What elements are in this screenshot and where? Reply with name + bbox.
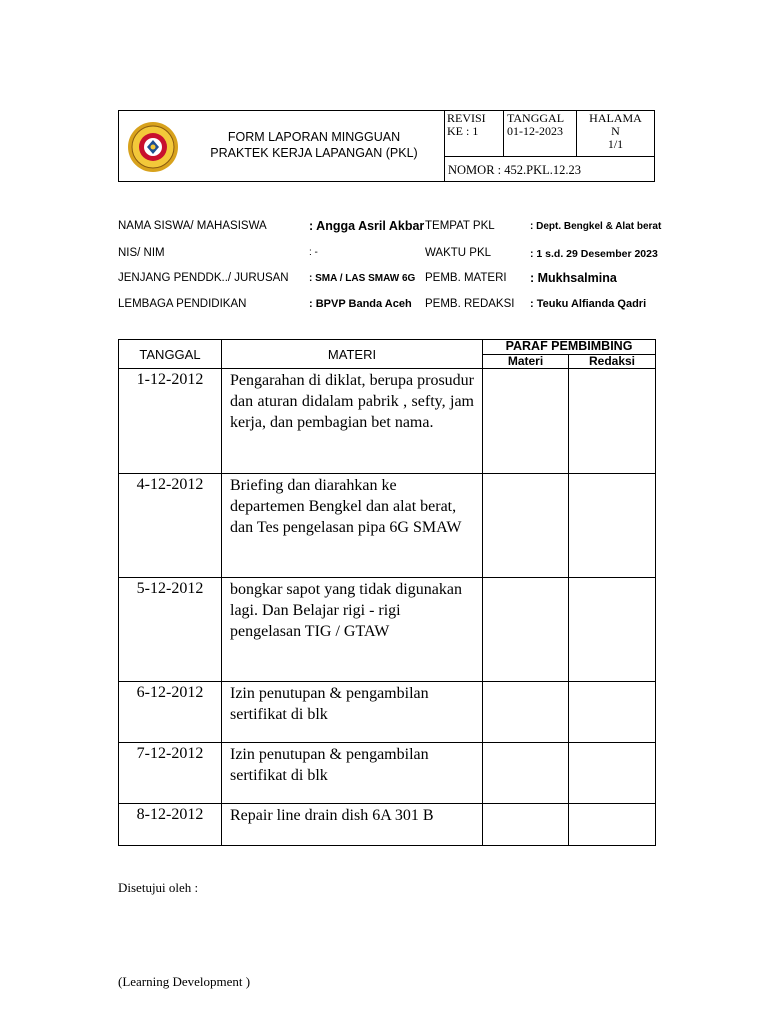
tanggal-value: 01-12-2023 bbox=[507, 124, 563, 138]
paraf-redaksi-cell[interactable] bbox=[569, 743, 656, 804]
col-paraf-redaksi-header: Redaksi bbox=[569, 355, 656, 369]
paraf-redaksi-cell[interactable] bbox=[569, 804, 656, 846]
halaman-label-2: N bbox=[611, 124, 620, 138]
lembaga-label: LEMBAGA PENDIDIKAN bbox=[118, 298, 247, 310]
tempat-label: TEMPAT PKL bbox=[425, 220, 495, 232]
paraf-materi-cell[interactable] bbox=[483, 578, 569, 682]
row-date: 4-12-2012 bbox=[119, 474, 222, 578]
materi-value: : Mukhsalmina bbox=[530, 271, 617, 285]
tanggal-cell bbox=[504, 111, 577, 156]
row-date: 8-12-2012 bbox=[119, 804, 222, 846]
paraf-redaksi-cell[interactable] bbox=[569, 474, 656, 578]
nomor-field: NOMOR : 452.PKL.12.23 bbox=[448, 163, 581, 177]
paraf-materi-cell[interactable] bbox=[483, 743, 569, 804]
materi-label: PEMB. MATERI bbox=[425, 272, 507, 284]
paraf-redaksi-cell[interactable] bbox=[569, 369, 656, 474]
jenjang-label: JENJANG PENDDK../ JURUSAN bbox=[118, 272, 289, 284]
row-date: 6-12-2012 bbox=[119, 682, 222, 743]
col-tanggal-header: TANGGAL bbox=[119, 340, 222, 369]
paraf-materi-cell[interactable] bbox=[483, 369, 569, 474]
form-title-line2: PRAKTEK KERJA LAPANGAN (PKL) bbox=[210, 146, 418, 160]
halaman-cell bbox=[577, 111, 654, 156]
paraf-redaksi-cell[interactable] bbox=[569, 578, 656, 682]
table-row bbox=[119, 743, 656, 804]
row-date: 1-12-2012 bbox=[119, 369, 222, 474]
activity-table bbox=[118, 339, 656, 846]
waktu-value: : 1 s.d. 29 Desember 2023 bbox=[530, 248, 658, 260]
paraf-materi-cell[interactable] bbox=[483, 804, 569, 846]
signatory-label: (Learning Development ) bbox=[118, 974, 251, 989]
form-header bbox=[118, 110, 655, 182]
header-meta bbox=[444, 111, 654, 157]
row-materi: Pengarahan di diklat, berupa prosudur dan aturan didalam pabrik , sefty, jam kerja, dan pembagian bet nama. bbox=[222, 369, 483, 474]
nama-value: : Angga Asril Akbar bbox=[309, 219, 425, 233]
row-date: 7-12-2012 bbox=[119, 743, 222, 804]
nama-label: NAMA SISWA/ MAHASISWA bbox=[118, 220, 267, 232]
redaksi-label: PEMB. REDAKSI bbox=[425, 298, 515, 310]
halaman-label-1: HALAMA bbox=[589, 111, 642, 125]
col-paraf-header: PARAF PEMBIMBING bbox=[483, 340, 656, 355]
table-row bbox=[119, 369, 656, 474]
tanggal-label: TANGGAL bbox=[507, 111, 565, 125]
redaksi-value: : Teuku Alfianda Qadri bbox=[530, 298, 647, 310]
halaman-value: 1/1 bbox=[607, 137, 624, 151]
row-materi: Briefing dan diarahkan ke departemen Bengkel dan alat berat, dan Tes pengelasan pipa 6G SMAW bbox=[222, 474, 483, 578]
paraf-redaksi-cell[interactable] bbox=[569, 682, 656, 743]
table-row bbox=[119, 474, 656, 578]
paraf-materi-cell[interactable] bbox=[483, 474, 569, 578]
nis-label: NIS/ NIM bbox=[118, 247, 165, 259]
revisi-value: KE : 1 bbox=[447, 124, 479, 138]
revisi-cell bbox=[444, 111, 504, 156]
table-row bbox=[119, 804, 656, 846]
form-title-line1: FORM LAPORAN MINGGUAN bbox=[227, 130, 401, 144]
row-date: 5-12-2012 bbox=[119, 578, 222, 682]
table-row bbox=[119, 682, 656, 743]
header-title-cell bbox=[119, 111, 445, 181]
row-materi: bongkar sapot yang tidak digunakan lagi. Dan Belajar rigi - rigi pengelasan TIG / GTAW bbox=[222, 578, 483, 682]
tempat-value: : Dept. Bengkel & Alat berat bbox=[530, 221, 662, 232]
row-materi: Izin penutupan & pengambilan sertifikat di blk bbox=[222, 743, 483, 804]
jenjang-value: : SMA / LAS SMAW 6G bbox=[309, 273, 416, 284]
col-materi-header: MATERI bbox=[222, 340, 483, 369]
revisi-label: REVISI bbox=[447, 111, 486, 125]
row-materi: Repair line drain dish 6A 301 B bbox=[222, 804, 483, 846]
paraf-materi-cell[interactable] bbox=[483, 682, 569, 743]
row-materi: Izin penutupan & pengambilan sertifikat di blk bbox=[222, 682, 483, 743]
institution-logo-icon bbox=[127, 121, 179, 173]
form-title bbox=[189, 129, 439, 161]
waktu-label: WAKTU PKL bbox=[425, 247, 492, 259]
lembaga-value: : BPVP Banda Aceh bbox=[309, 298, 412, 310]
col-paraf-materi-header: Materi bbox=[483, 355, 569, 369]
table-row bbox=[119, 578, 656, 682]
nis-value: : - bbox=[309, 247, 318, 258]
approved-by-label: Disetujui oleh : bbox=[118, 880, 199, 895]
